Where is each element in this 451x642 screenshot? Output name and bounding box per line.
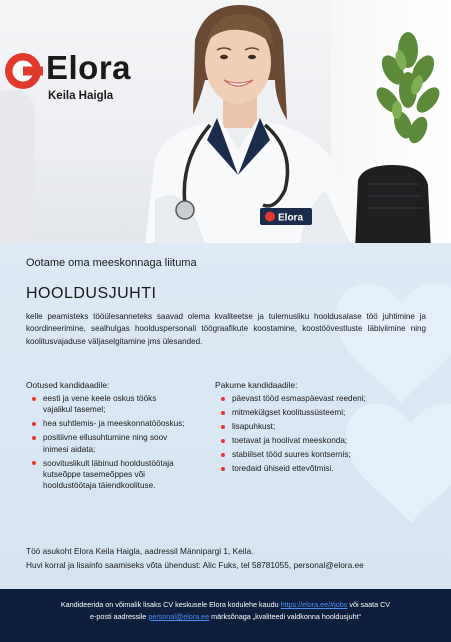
offers-section (215, 380, 425, 477)
list-item: soovituslikult läbinud hooldustöötaja kutseõppe tasemeõppes või hooldustöötaja täiendkoolituse. (26, 458, 201, 492)
offers-heading: Pakume kandidaadile: (215, 380, 298, 390)
banner-text: märksõnaga „kvaliteedi valdkonna hooldusjuht“ (209, 611, 361, 621)
expectations-section (26, 380, 201, 494)
list-item: positiivne ellusuhtumine ning soov inimesi aidata; (26, 432, 201, 454)
apply-banner (0, 589, 451, 642)
banner-text: e-posti aadressile (89, 611, 149, 621)
list-item: eesti ja vene keele oskus tööks vajalikul tasemel; (26, 393, 201, 415)
expectations-list (26, 393, 201, 491)
contact-line: Huvi korral ja lisainfo saamiseks võta ühendust: Alic Fuks, tel 58781055, personal@elora.ee (26, 560, 364, 570)
list-item: lisapuhkust; (215, 421, 425, 432)
list-item: toetavat ja hoolivat meeskonda; (215, 435, 425, 446)
address-line: Töö asukoht Elora Keila Haigla, aadressil Männipargi 1, Keila. (26, 546, 254, 556)
logo-wordmark: Elora (46, 49, 132, 86)
elora-logo (4, 49, 154, 107)
banner-text: või saata CV (347, 600, 391, 609)
banner-line-1 (0, 599, 451, 611)
job-title: HOOLDUSJUHTI (26, 285, 157, 302)
list-item: toredaid ühiseid ettevõtmisi. (215, 463, 425, 474)
website-link[interactable]: https://elora.ee/#jobs (280, 600, 348, 609)
banner-line-2 (0, 611, 451, 623)
intro-text: Ootame oma meeskonnaga liituma (26, 257, 197, 269)
elora-logo-icon (4, 52, 44, 90)
office-chair (353, 160, 433, 243)
list-item: hea suhtlemis- ja meeskonnatööoskus; (26, 418, 201, 429)
offers-list (215, 393, 425, 474)
job-ad-content (0, 243, 451, 589)
list-item: päevast tööd esmaspäevast reedeni; (215, 393, 425, 404)
location-info (26, 544, 364, 572)
badge-text: Elora (278, 212, 304, 224)
list-item: mitmekülgset koolitussüsteemi; (215, 407, 425, 418)
logo-subtitle: Keila Haigla (48, 90, 114, 102)
expectations-heading: Ootused kandidaadile: (26, 380, 110, 390)
hero-photo (0, 0, 451, 243)
job-description: kelle peamisteks tööülesanneteks saavad olema kvaliteetse ja tulemusliku hooldusalase töö juhtimine ja koordineerimine, sealhulgas hoolduspersonali töögraafikute koostamine, koostöövestluste läbiviimine ning koolitusvajaduse väljaselgitamine jms ülesanded. (26, 312, 426, 346)
banner-text: Kandideerida on võimalik lisaks CV keskusele Elora kodulehe kaudu (60, 600, 281, 609)
list-item: stabiilset tööd suures kontsernis; (215, 449, 425, 460)
email-link[interactable]: personal@elora.ee (148, 611, 210, 621)
background-figure (0, 90, 35, 243)
